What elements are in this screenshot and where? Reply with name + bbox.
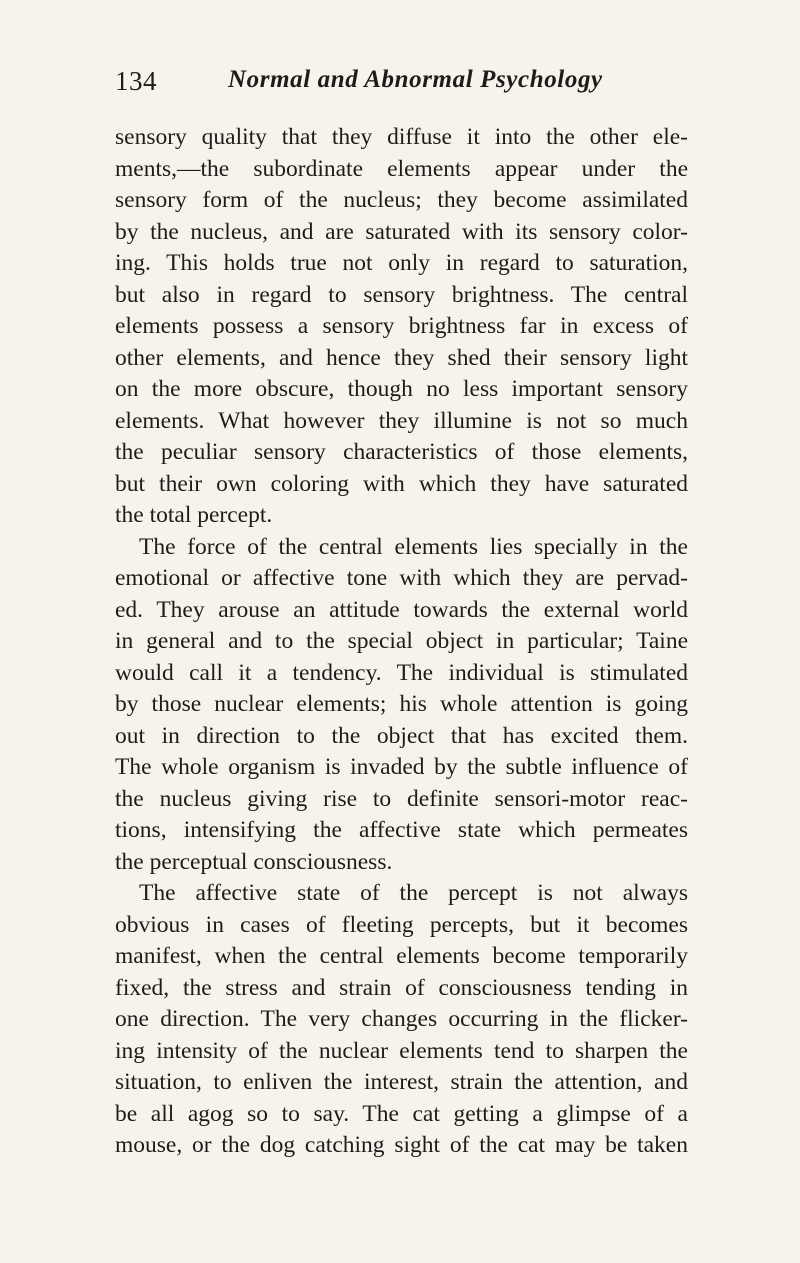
text-line: sensory form of the nucleus; they become assimilated (115, 187, 688, 213)
text-line: but their own coloring with which they have saturated (115, 470, 688, 497)
text-line: emotional or affective tone with which they are pervad- (115, 565, 688, 591)
page-number: 134 (115, 66, 157, 96)
text-line: the perceptual consciousness. (115, 848, 393, 875)
text-line: the peculiar sensory characteristics of those elements, (115, 439, 688, 465)
body-text (115, 122, 688, 1162)
text-line: be all agog so to say. The cat getting a glimpse of a (115, 1100, 688, 1127)
text-line: The affective state of the percept is not always (139, 880, 688, 906)
text-line: The whole organism is invaded by the subtle influence of (115, 754, 688, 780)
text-line: The force of the central elements lies specially in the (139, 533, 688, 560)
page-header (115, 66, 688, 106)
text-line: out in direction to the object that has excited them. (115, 722, 688, 749)
text-line: on the more obscure, though no less important sensory (115, 376, 688, 402)
text-line: tions, intensifying the affective state which permeates (115, 817, 688, 843)
text-line: would call it a tendency. The individual is stimulated (115, 659, 688, 686)
text-line: by those nuclear elements; his whole attention is going (115, 691, 688, 717)
text-line: by the nucleus, and are saturated with its sensory color- (115, 218, 688, 245)
text-line: in general and to the special object in particular; Taine (115, 628, 688, 654)
text-line: elements possess a sensory brightness far in excess of (115, 313, 688, 339)
running-title: Normal and Abnormal Psychology (228, 66, 603, 93)
text-line: ments,—the subordinate elements appear under the (115, 155, 688, 182)
text-line: ing. This holds true not only in regard to saturation, (115, 250, 688, 276)
text-line: obvious in cases of fleeting percepts, but it becomes (115, 911, 688, 938)
text-line: the nucleus giving rise to definite sensori-motor reac- (115, 785, 688, 812)
text-line: one direction. The very changes occurring in the flicker- (115, 1006, 688, 1032)
text-line: ing intensity of the nuclear elements tend to sharpen the (115, 1037, 688, 1064)
text-line: other elements, and hence they shed their sensory light (115, 344, 688, 371)
paragraph-2 (115, 532, 688, 879)
text-line: fixed, the stress and strain of consciousness tending in (115, 974, 688, 1001)
text-line: manifest, when the central elements become temporarily (115, 943, 688, 969)
text-line: mouse, or the dog catching sight of the cat may be taken (115, 1132, 688, 1158)
paragraph-1 (115, 122, 688, 532)
text-line: sensory quality that they diffuse it into the other ele- (115, 124, 688, 150)
paragraph-3 (115, 878, 688, 1162)
text-line: elements. What however they illumine is not so much (115, 407, 688, 434)
text-line: but also in regard to sensory brightness. The central (115, 281, 688, 308)
text-line: situation, to enliven the interest, strain the attention, and (115, 1069, 688, 1095)
text-line: ed. They arouse an attitude towards the external world (115, 596, 688, 623)
text-line: the total percept. (115, 502, 273, 528)
